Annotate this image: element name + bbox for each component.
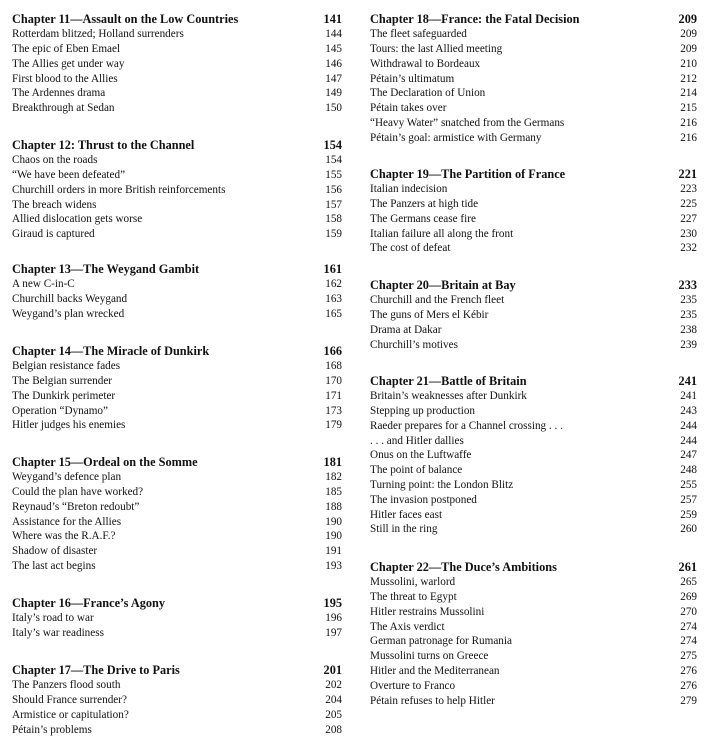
- entry-title: Belgian resistance fades: [12, 360, 121, 373]
- contents-entry: [370, 131, 697, 146]
- entry-title: Churchill orders in more British reinforcements: [12, 183, 226, 196]
- contents-entry: [370, 522, 697, 537]
- entry-title: Italy’s road to war: [12, 612, 94, 625]
- entry-title: Pétain’s ultimatum: [370, 72, 455, 85]
- contents-entry: [12, 212, 342, 227]
- entry-title: Hitler faces east: [370, 508, 443, 521]
- entry-page-number: 147: [325, 72, 342, 85]
- chapter-title: Chapter 21—Battle of Britain: [370, 374, 527, 388]
- contents-entry: [370, 620, 697, 635]
- contents-entry: [370, 197, 697, 212]
- contents-entry: [12, 359, 342, 374]
- entry-title: “We have been defeated”: [12, 168, 126, 181]
- contents-entry: [370, 293, 697, 308]
- chapter-page-number: 195: [323, 596, 342, 610]
- entry-page-number: 235: [680, 308, 697, 321]
- entry-page-number: 235: [680, 294, 697, 307]
- contents-entry: [370, 664, 697, 679]
- contents-entry: [12, 277, 342, 292]
- entry-title: Shadow of disaster: [12, 545, 98, 558]
- contents-entry: [370, 241, 697, 256]
- chapter-page-number: 166: [323, 344, 342, 358]
- contents-entry: [12, 42, 342, 57]
- contents-entry: [12, 27, 342, 42]
- contents-entry: [370, 679, 697, 694]
- entry-page-number: 208: [325, 723, 342, 736]
- entry-title: Should France surrender?: [12, 693, 127, 706]
- contents-entry: [370, 575, 697, 590]
- entry-page-number: 197: [325, 626, 342, 639]
- entry-page-number: 232: [680, 242, 697, 255]
- entry-page-number: 274: [680, 620, 697, 633]
- entry-title: Still in the ring: [370, 523, 438, 536]
- entry-title: Allied dislocation gets worse: [12, 213, 143, 226]
- contents-entry: [370, 86, 697, 101]
- chapter-heading: [12, 455, 342, 470]
- contents-entry: [12, 57, 342, 72]
- contents-entry: [370, 42, 697, 57]
- contents-entry: [370, 212, 697, 227]
- contents-entry: [12, 198, 342, 213]
- chapter-section: [370, 374, 697, 537]
- chapter-heading: [12, 138, 342, 153]
- entry-title: Breakthrough at Sedan: [12, 102, 115, 115]
- contents-entry: [12, 374, 342, 389]
- chapter-heading: [12, 262, 342, 277]
- entry-title: Hitler and the Mediterranean: [370, 664, 500, 677]
- entry-title: The Declaration of Union: [370, 87, 486, 100]
- entry-page-number: 196: [325, 612, 342, 625]
- chapter-section: [12, 596, 342, 641]
- entry-page-number: 165: [325, 307, 342, 320]
- entry-page-number: 156: [325, 183, 342, 196]
- entry-page-number: 146: [325, 57, 342, 70]
- entry-page-number: 210: [680, 57, 697, 70]
- contents-entry: [370, 72, 697, 87]
- entry-title: Operation “Dynamo”: [12, 404, 108, 417]
- entry-page-number: 274: [680, 635, 697, 648]
- entry-title: Pétain refuses to help Hitler: [370, 694, 495, 707]
- entry-title: A new C-in-C: [12, 278, 75, 291]
- entry-page-number: 182: [325, 471, 342, 484]
- entry-title: . . . and Hitler dallies: [370, 434, 464, 447]
- entry-page-number: 244: [680, 434, 697, 447]
- entry-page-number: 163: [325, 292, 342, 305]
- entry-title: The breach widens: [12, 198, 97, 211]
- chapter-title: Chapter 14—The Miracle of Dunkirk: [12, 344, 210, 358]
- entry-page-number: 188: [325, 500, 342, 513]
- contents-entry: [370, 634, 697, 649]
- chapter-page-number: 241: [678, 374, 697, 388]
- chapter-title: Chapter 17—The Drive to Paris: [12, 663, 180, 677]
- entry-title: Hitler restrains Mussolini: [370, 605, 485, 618]
- entry-title: Pétain takes over: [370, 102, 447, 115]
- contents-entry: [370, 404, 697, 419]
- entry-title: The Dunkirk perimeter: [12, 389, 116, 402]
- contents-entry: [370, 493, 697, 508]
- entry-title: First blood to the Allies: [12, 72, 118, 85]
- contents-entry: [12, 611, 342, 626]
- chapter-section: [370, 12, 697, 146]
- entry-page-number: 225: [680, 197, 697, 210]
- contents-entry: [12, 544, 342, 559]
- contents-entry: [12, 292, 342, 307]
- entry-title: Italy’s war readiness: [12, 626, 104, 639]
- entry-title: The Ardennes drama: [12, 87, 106, 100]
- entry-page-number: 248: [680, 464, 697, 477]
- entry-title: Rotterdam blitzed; Holland surrenders: [12, 28, 184, 41]
- contents-entry: [370, 605, 697, 620]
- entry-title: Weygand’s plan wrecked: [12, 307, 125, 320]
- chapter-title: Chapter 16—France’s Agony: [12, 596, 166, 610]
- contents-entry: [370, 434, 697, 449]
- entry-title: Reynaud’s “Breton redoubt”: [12, 500, 140, 513]
- entry-title: The point of balance: [370, 464, 463, 477]
- entry-page-number: 212: [680, 72, 697, 85]
- entry-page-number: 255: [680, 478, 697, 491]
- entry-title: Raeder prepares for a Channel crossing . . .: [370, 419, 563, 432]
- chapter-heading: [370, 560, 697, 575]
- contents-entry: [12, 470, 342, 485]
- entry-page-number: 149: [325, 87, 342, 100]
- entry-page-number: 259: [680, 508, 697, 521]
- entry-title: German patronage for Rumania: [370, 635, 512, 648]
- contents-entry: [370, 323, 697, 338]
- contents-entry: [370, 227, 697, 242]
- chapter-page-number: 161: [323, 262, 342, 276]
- chapter-title: Chapter 13—The Weygand Gambit: [12, 262, 200, 276]
- entry-title: The Axis verdict: [370, 620, 445, 633]
- entry-title: Overture to Franco: [370, 679, 456, 692]
- contents-entry: [12, 183, 342, 198]
- chapter-title: Chapter 19—The Partition of France: [370, 167, 566, 181]
- entry-page-number: 168: [325, 360, 342, 373]
- entry-title: Mussolini turns on Greece: [370, 650, 489, 663]
- entry-page-number: 154: [325, 154, 342, 167]
- entry-title: Where was the R.A.F.?: [12, 530, 116, 543]
- entry-page-number: 190: [325, 530, 342, 543]
- contents-entry: [370, 590, 697, 605]
- entry-title: Pétain’s goal: armistice with Germany: [370, 131, 542, 144]
- contents-entry: [12, 227, 342, 242]
- entry-page-number: 227: [680, 212, 697, 225]
- chapter-heading: [12, 344, 342, 359]
- entry-page-number: 276: [680, 679, 697, 692]
- entry-page-number: 238: [680, 323, 697, 336]
- entry-page-number: 159: [325, 228, 342, 241]
- entry-title: Mussolini, warlord: [370, 576, 456, 589]
- chapter-heading: [12, 663, 342, 678]
- entry-title: Onus on the Luftwaffe: [370, 449, 472, 462]
- chapter-title: Chapter 11—Assault on the Low Countries: [12, 12, 239, 26]
- contents-entry: [370, 116, 697, 131]
- contents-entry: [370, 463, 697, 478]
- entry-page-number: 144: [325, 28, 342, 41]
- contents-entry: [12, 559, 342, 574]
- contents-entry: [12, 389, 342, 404]
- entry-title: Churchill’s motives: [370, 338, 458, 351]
- entry-page-number: 215: [680, 102, 697, 115]
- entry-page-number: 230: [680, 227, 697, 240]
- entry-page-number: 223: [680, 183, 697, 196]
- entry-page-number: 179: [325, 419, 342, 432]
- entry-page-number: 145: [325, 42, 342, 55]
- entry-page-number: 241: [680, 390, 697, 403]
- chapter-page-number: 209: [678, 12, 697, 26]
- chapter-heading: [12, 12, 342, 27]
- entry-page-number: 275: [680, 650, 697, 663]
- entry-title: Withdrawal to Bordeaux: [370, 57, 481, 70]
- chapter-page-number: 233: [678, 278, 697, 292]
- chapter-heading: [370, 374, 697, 389]
- entry-page-number: 158: [325, 213, 342, 226]
- entry-title: The threat to Egypt: [370, 590, 457, 603]
- chapter-page-number: 141: [323, 12, 342, 26]
- entry-title: Stepping up production: [370, 404, 476, 417]
- entry-page-number: 202: [325, 679, 342, 692]
- entry-title: Italian failure all along the front: [370, 227, 514, 240]
- contents-entry: [12, 418, 342, 433]
- contents-entry: [370, 694, 697, 709]
- contents-entry: [370, 57, 697, 72]
- contents-entry: [370, 101, 697, 116]
- contents-entry: [370, 182, 697, 197]
- contents-entry: [12, 626, 342, 641]
- entry-title: Armistice or capitulation?: [12, 708, 129, 721]
- contents-entry: [12, 678, 342, 693]
- contents-entry: [12, 723, 342, 738]
- contents-entry: [12, 153, 342, 168]
- entry-title: Britain’s weaknesses after Dunkirk: [370, 390, 527, 403]
- entry-title: Tours: the last Allied meeting: [370, 42, 503, 55]
- entry-page-number: 269: [680, 590, 697, 603]
- entry-page-number: 243: [680, 404, 697, 417]
- entry-title: “Heavy Water” snatched from the Germans: [370, 116, 565, 129]
- contents-entry: [12, 500, 342, 515]
- contents-entry: [370, 27, 697, 42]
- contents-entry: [12, 515, 342, 530]
- contents-entry: [370, 508, 697, 523]
- contents-entry: [12, 72, 342, 87]
- contents-entry: [12, 693, 342, 708]
- entry-title: Churchill backs Weygand: [12, 292, 128, 305]
- chapter-section: [12, 262, 342, 322]
- entry-page-number: 150: [325, 102, 342, 115]
- contents-entry: [370, 308, 697, 323]
- contents-entry: [12, 404, 342, 419]
- chapter-title: Chapter 18—France: the Fatal Decision: [370, 12, 580, 26]
- contents-entry: [12, 307, 342, 322]
- chapter-page-number: 181: [323, 455, 342, 469]
- contents-entry: [370, 419, 697, 434]
- entry-page-number: 216: [680, 116, 697, 129]
- entry-title: The Belgian surrender: [12, 374, 113, 387]
- entry-title: Pétain’s problems: [12, 723, 92, 736]
- entry-page-number: 244: [680, 419, 697, 432]
- entry-title: Could the plan have worked?: [12, 485, 144, 498]
- entry-title: The epic of Eben Emael: [12, 42, 121, 55]
- chapter-title: Chapter 15—Ordeal on the Somme: [12, 455, 198, 469]
- entry-page-number: 170: [325, 374, 342, 387]
- entry-title: Italian indecision: [370, 183, 448, 196]
- entry-title: Weygand’s defence plan: [12, 471, 122, 484]
- entry-page-number: 205: [325, 708, 342, 721]
- entry-title: The Panzers at high tide: [370, 197, 479, 210]
- chapter-section: [12, 12, 342, 116]
- entry-page-number: 193: [325, 559, 342, 572]
- entry-title: The last act begins: [12, 559, 96, 572]
- entry-page-number: 276: [680, 664, 697, 677]
- entry-title: The fleet safeguarded: [370, 28, 467, 41]
- chapter-section: [12, 344, 342, 433]
- entry-title: Giraud is captured: [12, 228, 95, 241]
- chapter-section: [370, 278, 697, 352]
- contents-entry: [370, 338, 697, 353]
- contents-entry: [12, 485, 342, 500]
- entry-page-number: 185: [325, 485, 342, 498]
- contents-entry: [370, 478, 697, 493]
- chapter-heading: [370, 167, 697, 182]
- entry-page-number: 260: [680, 523, 697, 536]
- contents-entry: [12, 101, 342, 116]
- chapter-page-number: 201: [323, 663, 342, 677]
- entry-page-number: 171: [325, 389, 342, 402]
- entry-title: The cost of defeat: [370, 242, 451, 255]
- chapter-title: Chapter 12: Thrust to the Channel: [12, 138, 195, 152]
- entry-title: Churchill and the French fleet: [370, 294, 505, 307]
- chapter-section: [12, 138, 342, 242]
- chapter-heading: [370, 278, 697, 293]
- entry-page-number: 204: [325, 693, 342, 706]
- chapter-section: [12, 663, 342, 737]
- entry-page-number: 157: [325, 198, 342, 211]
- entry-title: The Allies get under way: [12, 57, 125, 70]
- chapter-section: [12, 455, 342, 574]
- contents-entry: [370, 649, 697, 664]
- entry-page-number: 191: [325, 545, 342, 558]
- entry-title: Chaos on the roads: [12, 154, 98, 167]
- entry-title: The Germans cease fire: [370, 212, 476, 225]
- chapter-page-number: 261: [678, 560, 697, 574]
- entry-page-number: 155: [325, 168, 342, 181]
- entry-title: The Panzers flood south: [12, 679, 121, 692]
- chapter-heading: [370, 12, 697, 27]
- contents-entry: [12, 86, 342, 101]
- contents-entry: [370, 448, 697, 463]
- chapter-heading: [12, 596, 342, 611]
- entry-page-number: 257: [680, 493, 697, 506]
- entry-page-number: 214: [680, 87, 697, 100]
- entry-page-number: 209: [680, 42, 697, 55]
- contents-entry: [12, 708, 342, 723]
- contents-entry: [12, 168, 342, 183]
- entry-page-number: 279: [680, 694, 697, 707]
- chapter-section: [370, 167, 697, 256]
- entry-page-number: 265: [680, 576, 697, 589]
- entry-page-number: 209: [680, 28, 697, 41]
- entry-title: Assistance for the Allies: [12, 515, 122, 528]
- entry-title: Hitler judges his enemies: [12, 419, 126, 432]
- chapter-section: [370, 560, 697, 708]
- chapter-title: Chapter 20—Britain at Bay: [370, 278, 516, 292]
- chapter-page-number: 154: [323, 138, 342, 152]
- entry-page-number: 162: [325, 278, 342, 291]
- entry-title: Turning point: the London Blitz: [370, 478, 514, 491]
- entry-page-number: 270: [680, 605, 697, 618]
- entry-title: Drama at Dakar: [370, 323, 442, 336]
- entry-page-number: 216: [680, 131, 697, 144]
- chapter-page-number: 221: [678, 167, 697, 181]
- entry-page-number: 247: [680, 449, 697, 462]
- chapter-title: Chapter 22—The Duce’s Ambitions: [370, 560, 557, 574]
- entry-page-number: 239: [680, 338, 697, 351]
- contents-entry: [12, 529, 342, 544]
- contents-entry: [370, 389, 697, 404]
- entry-title: The guns of Mers el Kébir: [370, 308, 489, 321]
- entry-page-number: 190: [325, 515, 342, 528]
- entry-title: The invasion postponed: [370, 493, 477, 506]
- entry-page-number: 173: [325, 404, 342, 417]
